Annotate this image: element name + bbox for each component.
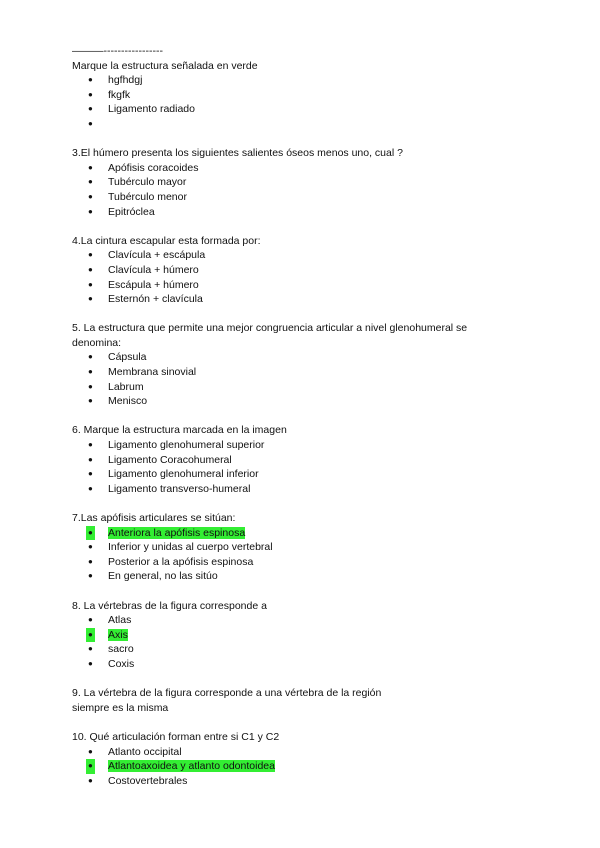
bullet-icon: ● xyxy=(88,381,93,391)
option-item xyxy=(72,555,542,570)
option-item xyxy=(72,263,542,278)
option-item xyxy=(72,117,542,132)
question-text: 9. La vértebra de la figura corresponde a una vértebra de la región xyxy=(72,687,382,700)
bullet-icon: ● xyxy=(88,542,93,552)
bullet-icon: ● xyxy=(88,191,93,201)
option-text: Atlas xyxy=(108,614,132,627)
option-text: hgfhdgj xyxy=(108,74,143,87)
option-text: Atlanto occipital xyxy=(108,745,182,758)
option-text: Inferior y unidas al cuerpo vertebral xyxy=(108,541,273,554)
bullet-icon: ● xyxy=(86,628,95,643)
question-text: 4.La cintura escapular esta formada por: xyxy=(72,234,261,247)
bullet-icon: ● xyxy=(88,162,93,172)
document-body xyxy=(72,44,542,788)
option-text-highlighted: Atlantoaxoidea y atlanto odontoidea xyxy=(108,760,275,773)
bullet-icon: ● xyxy=(88,440,93,450)
bullet-icon: ● xyxy=(88,367,93,377)
bullet-icon: ● xyxy=(88,352,93,362)
option-item xyxy=(72,394,542,409)
bullet-icon: ● xyxy=(88,279,93,289)
option-item xyxy=(72,175,542,190)
question-text: Marque la estructura señalada en verde xyxy=(72,59,258,72)
question-text: 5. La estructura que permite una mejor congruencia articular a nivel glenohumeral se xyxy=(72,322,468,335)
question-list xyxy=(72,59,542,789)
option-item xyxy=(72,774,542,789)
option-text: Posterior a la apófisis espinosa xyxy=(108,555,254,568)
bullet-icon: ● xyxy=(88,746,93,756)
bullet-icon: ● xyxy=(88,264,93,274)
bullet-icon: ● xyxy=(88,571,93,581)
option-text: Clavícula + húmero xyxy=(108,263,199,276)
question-block xyxy=(72,599,542,672)
bullet-icon: ● xyxy=(88,89,93,99)
option-text: Tubérculo menor xyxy=(108,190,187,203)
option-item xyxy=(72,453,542,468)
header-rule: ———----------------- xyxy=(72,45,163,57)
question-text: 8. La vértebras de la figura corresponde a xyxy=(72,599,267,612)
option-text-highlighted: Axis xyxy=(108,628,128,641)
option-list xyxy=(72,745,542,789)
option-item xyxy=(72,569,542,584)
option-item xyxy=(72,278,542,293)
option-list xyxy=(72,613,542,671)
option-text: Menisco xyxy=(108,395,148,408)
option-text: Apófisis coracoides xyxy=(108,161,199,174)
option-item xyxy=(72,248,542,263)
bullet-icon: ● xyxy=(88,250,93,260)
bullet-icon: ● xyxy=(88,658,93,668)
bullet-icon: ● xyxy=(88,454,93,464)
option-text: Escápula + húmero xyxy=(108,278,199,291)
option-item xyxy=(72,482,542,497)
option-list xyxy=(72,73,542,131)
option-item xyxy=(72,540,542,555)
option-item xyxy=(72,88,542,103)
bullet-icon: ● xyxy=(88,644,93,654)
bullet-icon: ● xyxy=(88,775,93,785)
question-block xyxy=(72,686,542,715)
option-item xyxy=(72,628,542,643)
bullet-icon: ● xyxy=(86,759,95,774)
option-text: Esternón + clavícula xyxy=(108,293,203,306)
option-text: Epitróclea xyxy=(108,205,155,218)
option-item xyxy=(72,467,542,482)
option-text: En general, no las sitúo xyxy=(108,570,218,583)
option-text: Ligamento glenohumeral inferior xyxy=(108,468,259,481)
option-item xyxy=(72,73,542,88)
bullet-icon: ● xyxy=(88,396,93,406)
option-item xyxy=(72,350,542,365)
option-item xyxy=(72,190,542,205)
question-text: 3.El húmero presenta los siguientes salientes óseos menos uno, cual ? xyxy=(72,147,403,160)
option-text: Membrana sinovial xyxy=(108,366,197,379)
bullet-icon: ● xyxy=(88,294,93,304)
question-text-continued: denomina: xyxy=(72,336,122,349)
option-item xyxy=(72,292,542,307)
option-list xyxy=(72,350,542,408)
bullet-icon: ● xyxy=(88,75,93,85)
option-text: Ligamento glenohumeral superior xyxy=(108,439,265,452)
option-list xyxy=(72,526,542,584)
bullet-icon: ● xyxy=(88,118,93,128)
option-text: Ligamento Coracohumeral xyxy=(108,453,232,466)
bullet-icon: ● xyxy=(88,104,93,114)
option-item xyxy=(72,365,542,380)
question-block xyxy=(72,730,542,788)
option-text: fkgfk xyxy=(108,88,131,101)
bullet-icon: ● xyxy=(86,526,95,541)
option-item xyxy=(72,161,542,176)
bullet-icon: ● xyxy=(88,469,93,479)
bullet-icon: ● xyxy=(88,483,93,493)
bullet-icon: ● xyxy=(88,177,93,187)
option-text: Labrum xyxy=(108,380,144,393)
question-block xyxy=(72,234,542,307)
question-text: 6. Marque la estructura marcada en la imagen xyxy=(72,424,287,437)
option-item xyxy=(72,759,542,774)
question-block xyxy=(72,511,542,584)
question-text-continued: siempre es la misma xyxy=(72,701,169,714)
option-item xyxy=(72,438,542,453)
bullet-icon: ● xyxy=(88,556,93,566)
option-item xyxy=(72,205,542,220)
bullet-icon: ● xyxy=(88,615,93,625)
question-block xyxy=(72,423,542,496)
option-item xyxy=(72,526,542,541)
option-text: Ligamento radiado xyxy=(108,103,195,116)
question-block xyxy=(72,321,542,409)
option-item xyxy=(72,657,542,672)
option-item xyxy=(72,102,542,117)
option-text: Ligamento transverso-humeral xyxy=(108,482,251,495)
option-item xyxy=(72,642,542,657)
question-block xyxy=(72,146,542,219)
option-item xyxy=(72,380,542,395)
question-text: 10. Qué articulación forman entre si C1 y C2 xyxy=(72,730,280,743)
option-item xyxy=(72,613,542,628)
question-text: 7.Las apófisis articulares se sitúan: xyxy=(72,512,236,524)
bullet-icon: ● xyxy=(88,206,93,216)
option-list xyxy=(72,248,542,306)
option-text-highlighted: Anteriora la apófisis espinosa xyxy=(108,526,246,539)
question-block xyxy=(72,59,542,132)
option-text: sacro xyxy=(108,643,134,656)
option-text: Costovertebrales xyxy=(108,774,188,787)
option-text: Coxis xyxy=(108,657,135,670)
option-item xyxy=(72,745,542,760)
option-text: Cápsula xyxy=(108,351,147,364)
option-text: Clavícula + escápula xyxy=(108,249,206,262)
option-list xyxy=(72,438,542,496)
option-list xyxy=(72,161,542,219)
option-text: Tubérculo mayor xyxy=(108,176,187,189)
